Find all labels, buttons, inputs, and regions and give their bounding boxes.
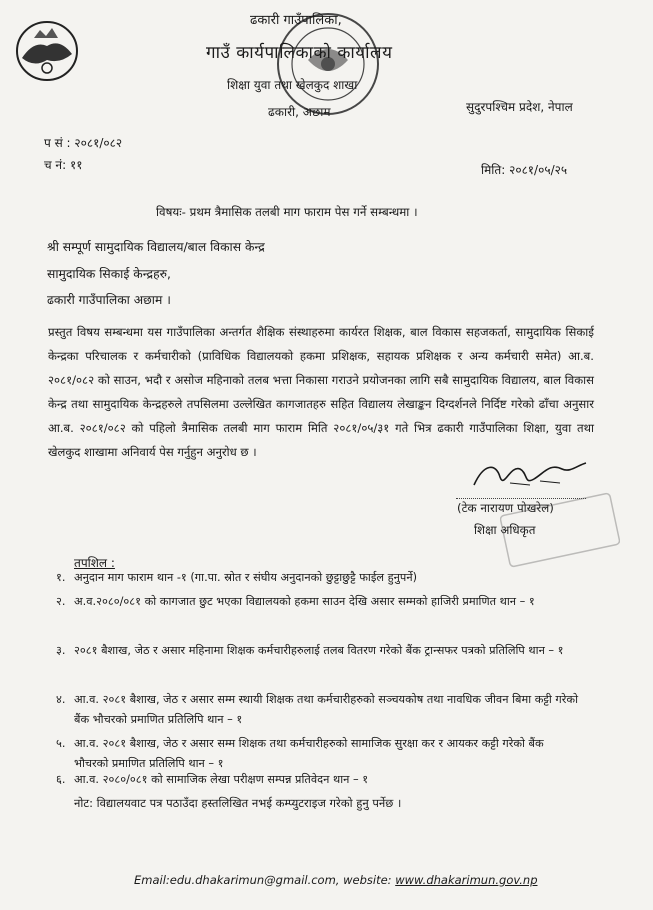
recipient-line-3: ढकारी गाउँपालिका अछाम । (47, 293, 171, 307)
list-item-number: ४. (56, 693, 66, 706)
list-item-text: आ.व. २०८०/०८१ को सामाजिक लेखा परीक्षण सम्पन्न प्रतिवेदन थान – १ (74, 773, 369, 786)
list-item-number: ५. (56, 737, 66, 750)
office-line-municipality: ढकारी गाउँपालिका, (250, 13, 342, 28)
list-item (56, 770, 580, 790)
officer-faint-stamp (500, 490, 620, 570)
letter-number: प सं : २०८१/०८२ (44, 136, 123, 150)
recipient-line-1: श्री सम्पूर्ण सामुदायिक विद्यालय/बाल विकास केन्द्र (47, 240, 265, 254)
list-item (56, 690, 580, 730)
list-item-number: ३. (56, 644, 66, 657)
tapasil-heading: तपशिल : (74, 556, 115, 570)
office-line-section: शिक्षा युवा तथा खेलकुद शाखा (227, 78, 358, 92)
list-item-text: २०८१ बैशाख, जेठ र असार महिनामा शिक्षक कर्मचारीहरुलाई तलब वितरण गरेको बैंक ट्रान्सफर पत्रको प्रतिलिपि थान – १ (74, 644, 564, 657)
dispatch-number: च नं: ११ (44, 158, 83, 172)
signatory-title: शिक्षा अधिकृत (474, 523, 536, 537)
footer-website-link[interactable]: www.dhakarimun.gov.np (395, 873, 538, 887)
nepal-emblem-logo (14, 18, 80, 84)
list-item-number: १. (56, 571, 66, 584)
province-label: सुदुरपश्चिम प्रदेश, नेपाल (466, 100, 573, 114)
letter-date: मिति: २०८१/०५/२५ (481, 163, 568, 177)
letter-subject: विषयः- प्रथम त्रैमासिक तलबी माग फाराम पेस गर्ने सम्बन्धमा । (156, 205, 418, 219)
signatory-name: (टेक नारायण पोखरेल) (457, 501, 554, 515)
office-line-title: गाउँ कार्यपालिकाको कार्यालय (206, 43, 393, 63)
office-line-address: ढकारी, अछाम (268, 105, 331, 119)
list-item (56, 568, 580, 588)
footer-contact (134, 873, 538, 887)
list-item (56, 641, 580, 661)
footnote-note: नोट: विद्यालयवाट पत्र पठाउँदा हस्तलिखित नभई कम्प्युटराइज गरेको हुनु पर्नेछ । (74, 796, 402, 810)
list-item-text: आ.व. २०८१ बैशाख, जेठ र असार सम्म शिक्षक तथा कर्मचारीहरुको सामाजिक सुरक्षा कर र आयकर कट्टी गरेको बैंक भौचरको प्रमाणित प्रतिलिपि थान – १ (74, 737, 544, 770)
list-item (56, 592, 580, 612)
list-item-text: अ.व.२०८०/०८१ को कागजात छुट भएका विद्यालयको हकमा साउन देखि असार सम्मको हाजिरी प्रमाणित थान – १ (74, 595, 535, 608)
list-item-number: २. (56, 595, 66, 608)
list-item-text: अनुदान माग फाराम थान -१ (गा.पा. स्रोत र संघीय अनुदानको छुट्टाछुट्टै फाईल हुनुपर्ने) (74, 571, 417, 584)
list-item (56, 734, 580, 774)
body-paragraph: प्रस्तुत विषय सम्बन्धमा यस गाउँपालिका अन्तर्गत शैक्षिक संस्थाहरुमा कार्यरत शिक्षक, बाल विकास सहजकर्ता, सामुदायिक सिकाई केन्द्रका परिचालक र कर्मचारीको (प्राविधिक विद्यालयको हकमा प्रशिक्षक, सहायक प्रशिक्षक र अन्य कर्मचारी समेत) आ.ब. २०८१/०८२ को साउन, भदौ र असोज महिनाको तलब भत्ता निकासा गराउने प्रयोजनका लागि सबै सामुदायिक विद्यालय, बाल विकास केन्द्र तथा सामुदायिक केन्द्रहरुले तपसिलमा उल्लेखित कागजातहरु सहित विद्यालय लेखाङ्कन दिग्दर्शनले निर्दिष्ट गरेको ढाँचा अनुसार आ.ब. २०८१/०८२ को पहिलो त्रैमासिक तलबी माग फाराम मिति २०८१/०५/३१ गते भित्र ढकारी गाउँपालिका शिक्षा, युवा तथा खेलकुद शाखामा अनिवार्य पेस गर्नुहुन अनुरोध छ । (48, 325, 594, 459)
list-item-text: आ.व. २०८१ बैशाख, जेठ र असार सम्म स्थायी शिक्षक तथा कर्मचारीहरुको सञ्चयकोष तथा नावधिक जीवन बिमा कट्टी गरेको बैंक भौचरको प्रमाणित प्रतिलिपि थान – १ (74, 693, 579, 726)
list-item-number: ६. (56, 773, 66, 786)
recipient-line-2: सामुदायिक सिकाई केन्द्रहरु, (47, 267, 171, 281)
footer-email: Email:edu.dhakarimun@gmail.com, website: (134, 873, 396, 887)
